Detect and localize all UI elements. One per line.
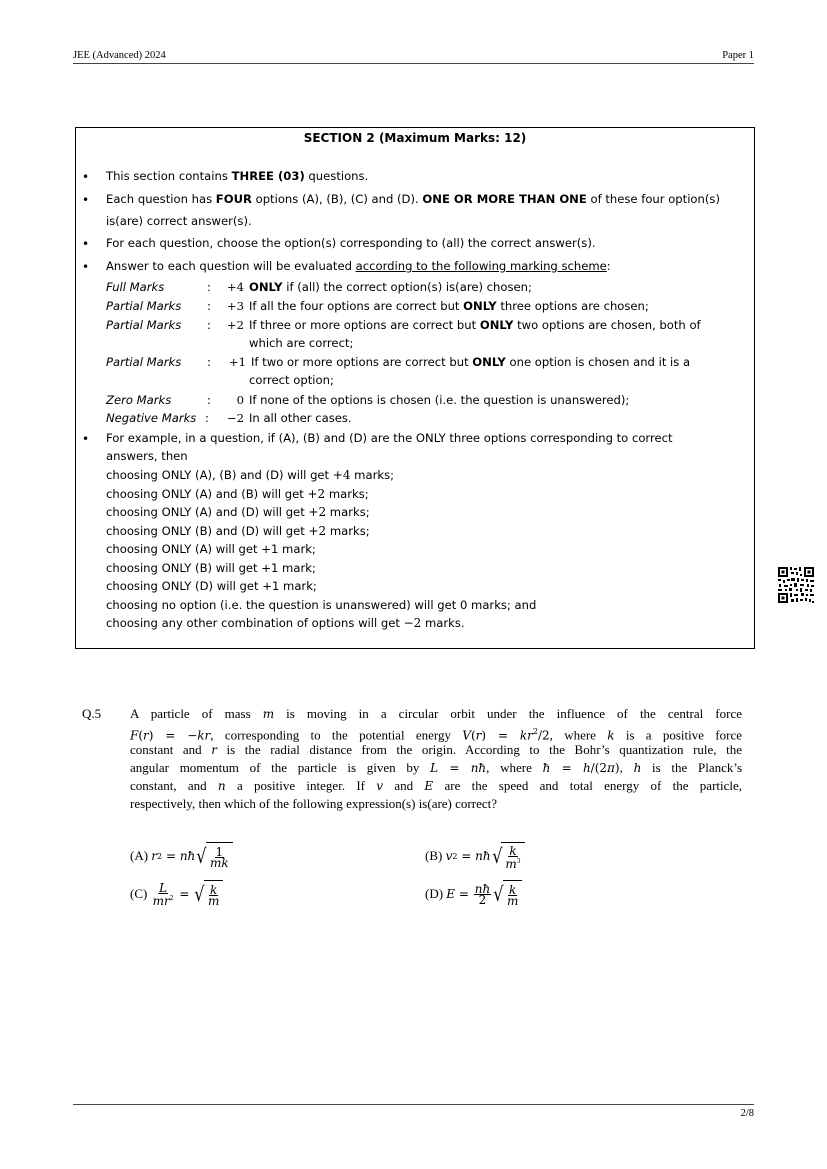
marking-colon: :: [207, 393, 211, 407]
exam-title: JEE (Advanced) 2024: [73, 50, 166, 61]
marking-value: +4: [226, 280, 244, 294]
option-c: (C) $\frac{L}{mr^2}$ = √ $\frac{k}{m}$: [130, 880, 223, 908]
marking-bold: ONLY: [249, 280, 283, 294]
instruction-bold: FOUR: [215, 192, 252, 206]
bullet-icon: •: [82, 432, 90, 446]
qr-code-icon: [777, 566, 815, 604]
instruction-text: questions.: [304, 169, 369, 183]
instruction-3: For each question, choose the option(s) corresponding to (all) the correct answer(s).: [106, 236, 596, 250]
bullet-icon: •: [82, 170, 90, 184]
example-value: +4: [332, 468, 351, 482]
question-text: A particle of mass m is moving in a circular orbit under the influence of the central force F(r) = −kr, corresponding to the potential energy $V(r) = kr^2/2$, where k is a positive force constant and r is the radial distance from the origin. According to the Bohr’s quantization rule, the angular momentum of the particle is given by L = nħ, where ħ = h/(2π), h is the Planck’s constant, and n a positive integer. If v and E are the speed and total energy of the particle, respectively, then which of the following expression(s) is(are) correct?: [130, 706, 743, 811]
marking-colon: :: [205, 411, 209, 425]
example-line-1: For example, in a question, if (A), (B) and (D) are the ONLY three options corresponding to correct: [106, 431, 673, 445]
option-label: (C): [130, 886, 148, 901]
instruction-4: [106, 258, 611, 274]
marking-text: If two or more options are correct but: [251, 355, 473, 369]
example-value: +2: [307, 487, 326, 501]
marking-row-full: [106, 279, 746, 295]
marking-text: If three or more options are correct but: [249, 318, 480, 332]
marking-bold: ONLY: [472, 355, 506, 369]
marking-label: Zero Marks: [106, 393, 172, 407]
marking-text: If none of the options is chosen (i.e. the question is unanswered);: [249, 393, 630, 407]
option-a: (A) r 2 = nħ √ $\frac{1}{mk}$: [130, 842, 233, 870]
instruction-text: This section contains: [106, 169, 232, 183]
instruction-text: Each question has: [106, 192, 216, 206]
example-line-11: [106, 615, 465, 631]
example-text: choosing ONLY (A), (B) and (D) will get: [106, 468, 333, 482]
example-line-10: choosing no option (i.e. the question is unanswered) will get 0 marks; and: [106, 598, 537, 612]
marking-text-cont: which are correct;: [249, 336, 354, 350]
example-text: marks;: [326, 505, 370, 519]
bullet-icon: •: [82, 237, 90, 251]
marking-text: two options are chosen, both of: [513, 318, 701, 332]
marking-value: +3: [226, 299, 244, 313]
marking-value: +2: [226, 318, 244, 332]
example-line-5: [106, 504, 370, 520]
marking-value: +1: [228, 355, 246, 369]
marking-text: If all the four options are correct but: [249, 299, 464, 313]
example-value: +2: [308, 524, 327, 538]
example-value: −2: [403, 616, 422, 630]
instruction-2-cont: is(are) correct answer(s).: [106, 214, 252, 228]
marking-bold: ONLY: [463, 299, 497, 313]
example-line-7: choosing ONLY (A) will get +1 mark;: [106, 542, 316, 556]
marking-colon: :: [207, 280, 211, 294]
marking-colon: :: [207, 299, 211, 313]
section-instructions-box: [75, 127, 755, 649]
example-line-3: [106, 467, 394, 483]
marking-value: −2: [226, 411, 244, 425]
example-text: marks;: [325, 487, 369, 501]
example-value: +2: [308, 505, 327, 519]
option-d: (D) E = $\frac{nħ}{2}$ √ $\frac{k}{m}$: [425, 880, 522, 908]
question-number: Q.5: [82, 706, 102, 721]
marking-row-partial-3: [106, 298, 746, 314]
example-line-6: [106, 523, 370, 539]
option-label: (A): [130, 848, 149, 863]
marking-row-negative: [106, 410, 746, 426]
instruction-text: Answer to each question will be evaluated: [106, 259, 356, 273]
example-line-9: choosing ONLY (D) will get +1 mark;: [106, 579, 317, 593]
bullet-icon: •: [82, 193, 90, 207]
example-text: choosing ONLY (A) and (D) will get: [106, 505, 309, 519]
marking-text: In all other cases.: [249, 411, 352, 425]
instruction-2: [106, 191, 720, 207]
marking-label: Full Marks: [106, 280, 165, 294]
section-title: SECTION 2 (Maximum Marks: 12): [303, 131, 527, 145]
instruction-text: options (A), (B), (C) and (D).: [251, 192, 423, 206]
marking-row-partial-2: [106, 317, 746, 353]
marking-text: three options are chosen;: [496, 299, 649, 313]
marking-value: 0: [236, 393, 244, 407]
marking-colon: :: [207, 318, 211, 332]
page-number: 2/8: [740, 1108, 754, 1119]
option-label: (D): [425, 886, 444, 901]
instruction-1: [106, 168, 368, 184]
page-header: [73, 50, 754, 64]
example-line-4: [106, 486, 369, 502]
option-label: (B): [425, 848, 443, 863]
marking-row-zero: [106, 392, 746, 408]
marking-label: Partial Marks: [106, 318, 182, 332]
marking-label: Negative Marks: [106, 411, 197, 425]
instruction-underlined: according to the following marking scheme: [355, 259, 607, 273]
instruction-bold: ONE OR MORE THAN ONE: [422, 192, 587, 206]
instruction-bold: THREE (03): [231, 169, 305, 183]
page-footer: [73, 1104, 754, 1119]
instruction-text: :: [606, 259, 611, 273]
instruction-text: of these four option(s): [586, 192, 720, 206]
paper-label: Paper 1: [722, 50, 754, 61]
example-text: choosing ONLY (A) and (B) will get: [106, 487, 308, 501]
example-line-2: answers, then: [106, 449, 188, 463]
bullet-icon: •: [82, 260, 90, 274]
marking-text: one option is chosen and it is a: [505, 355, 691, 369]
example-line-8: choosing ONLY (B) will get +1 mark;: [106, 561, 316, 575]
example-text: choosing ONLY (B) and (D) will get: [106, 524, 309, 538]
example-text: marks;: [350, 468, 395, 482]
marking-label: Partial Marks: [106, 299, 182, 313]
marking-label: Partial Marks: [106, 355, 182, 369]
marking-text: if (all) the correct option(s) is(are) chosen;: [282, 280, 532, 294]
example-text: marks.: [421, 616, 465, 630]
example-text: choosing any other combination of options will get: [106, 616, 404, 630]
marking-row-partial-1: [106, 354, 746, 390]
marking-text-cont: correct option;: [249, 373, 334, 387]
marking-colon: :: [207, 355, 211, 369]
marking-bold: ONLY: [479, 318, 514, 332]
example-text: marks;: [326, 524, 370, 538]
option-b: (B) v 2 = nħ √ $\frac{k}{m^3}$: [425, 842, 525, 870]
